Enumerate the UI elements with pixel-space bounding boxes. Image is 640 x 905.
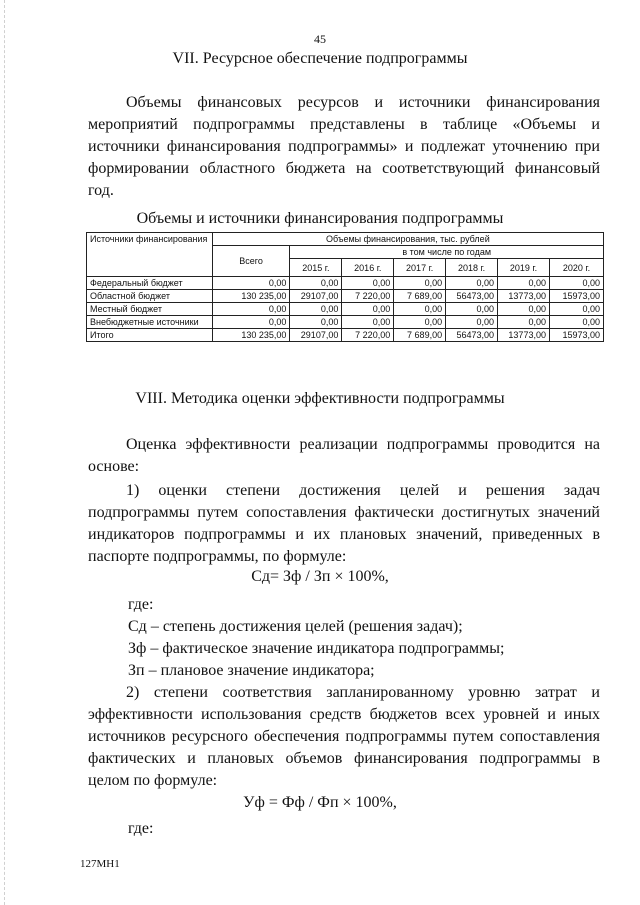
header-year: 2018 г. [446, 259, 498, 277]
row-year-value: 0,00 [549, 303, 603, 316]
row-year-value: 0,00 [342, 303, 394, 316]
row-year-value: 7 220,00 [342, 329, 394, 342]
row-source: Итого [87, 329, 213, 342]
row-year-value: 0,00 [446, 277, 498, 290]
paragraph-line: Объемы финансовых ресурсов и источники финансирования [126, 94, 600, 111]
row-year-value: 0,00 [498, 303, 550, 316]
where-1: где: [128, 596, 154, 613]
definitions-list [128, 616, 504, 682]
table-title: Объемы и источники финансирования подпрограммы [136, 210, 504, 227]
row-year-value: 0,00 [446, 303, 498, 316]
paragraph-line: эффективности использования средств бюджетов всех уровней и иных [88, 706, 600, 723]
scan-edge [0, 0, 5, 905]
header-year: 2016 г. [342, 259, 394, 277]
paragraph-line: формировании областного бюджета на соответствующий финансовый [88, 160, 600, 177]
row-source: Федеральный бюджет [87, 277, 213, 290]
row-year-value: 0,00 [498, 316, 550, 329]
row-year-value: 7 689,00 [394, 329, 446, 342]
financing-table [86, 232, 604, 342]
header-year: 2017 г. [394, 259, 446, 277]
formula-1: Сд= Зф / Зп × 100%, [251, 568, 389, 585]
row-year-value: 56473,00 [446, 290, 498, 303]
row-total: 130 235,00 [212, 329, 290, 342]
header-total: Всего [212, 246, 290, 277]
row-year-value: 0,00 [394, 316, 446, 329]
row-year-value: 0,00 [342, 277, 394, 290]
row-total: 0,00 [212, 316, 290, 329]
table-row [87, 329, 604, 342]
row-year-value: 0,00 [342, 316, 394, 329]
row-year-value: 7 689,00 [394, 290, 446, 303]
row-year-value: 0,00 [290, 303, 342, 316]
row-year-value: 0,00 [394, 303, 446, 316]
paragraph-line: подпрограммы путем сопоставления фактически достигнутых значений [88, 504, 600, 521]
row-year-value: 7 220,00 [342, 290, 394, 303]
section7-heading: VII. Ресурсное обеспечение подпрограммы [172, 50, 468, 67]
header-volumes: Объемы финансирования, тыс. рублей [212, 233, 603, 246]
header-year: 2020 г. [549, 259, 603, 277]
definition-item: Зф – фактическое значение индикатора подпрограммы; [128, 640, 505, 657]
paragraph-line: Оценка эффективности реализации подпрограммы проводится на [126, 436, 600, 453]
row-year-value: 29107,00 [290, 290, 342, 303]
header-source: Источники финансирования [87, 233, 213, 277]
row-year-value: 29107,00 [290, 329, 342, 342]
row-year-value: 0,00 [290, 316, 342, 329]
item2-paragraph [88, 682, 600, 792]
row-year-value: 0,00 [549, 316, 603, 329]
row-year-value: 56473,00 [446, 329, 498, 342]
row-source: Внебюджетные источники [87, 316, 213, 329]
section8-heading: VIII. Методика оценки эффективности подпрограммы [135, 390, 505, 407]
paragraph-line: индикаторов подпрограммы и их плановых значений, приведенных в [88, 526, 600, 543]
row-year-value: 13773,00 [498, 290, 550, 303]
row-year-value: 13773,00 [498, 329, 550, 342]
paragraph-line: целом по формуле: [88, 772, 218, 789]
row-year-value: 0,00 [290, 277, 342, 290]
intro-paragraph [88, 434, 600, 478]
header-years-group: в том числе по годам [290, 246, 604, 259]
header-year: 2015 г. [290, 259, 342, 277]
paragraph-line: источники финансирования подпрограммы» и подлежат уточнению при [88, 138, 600, 155]
document-code: 127МН1 [80, 858, 120, 870]
table-row [87, 316, 604, 329]
row-year-value: 15973,00 [549, 290, 603, 303]
row-source: Местный бюджет [87, 303, 213, 316]
where-2: где: [128, 820, 154, 837]
table-row [87, 290, 604, 303]
paragraph-line: фактических и плановых объемов финансирования подпрограммы в [88, 750, 600, 767]
row-year-value: 0,00 [394, 277, 446, 290]
row-total: 0,00 [212, 277, 290, 290]
row-year-value: 0,00 [549, 277, 603, 290]
table-row [87, 303, 604, 316]
paragraph-line: 1) оценки степени достижения целей и решения задач [126, 482, 600, 499]
paragraph-line: паспорте подпрограммы, по формуле: [88, 548, 347, 565]
definition-item: Зп – плановое значение индикатора; [128, 662, 375, 679]
row-year-value: 0,00 [498, 277, 550, 290]
row-year-value: 15973,00 [549, 329, 603, 342]
paragraph-line: источников ресурсного обеспечения подпрограммы путем сопоставления [88, 728, 600, 745]
row-total: 130 235,00 [212, 290, 290, 303]
paragraph-line: год. [88, 182, 114, 199]
formula-2: Уф = Фф / Фп × 100%, [243, 794, 397, 811]
table-row [87, 277, 604, 290]
item1-paragraph [88, 480, 600, 568]
row-year-value: 0,00 [446, 316, 498, 329]
section7-paragraph [88, 92, 600, 202]
paragraph-line: мероприятий подпрограммы представлены в таблице «Объемы и [88, 116, 600, 133]
page-number: 45 [314, 32, 326, 46]
definition-item: Сд – степень достижения целей (решения задач); [128, 618, 463, 635]
paragraph-line: основе: [88, 458, 140, 475]
header-year: 2019 г. [498, 259, 550, 277]
paragraph-line: 2) степени соответствия запланированному уровню затрат и [126, 684, 600, 701]
row-source: Областной бюджет [87, 290, 213, 303]
row-total: 0,00 [212, 303, 290, 316]
